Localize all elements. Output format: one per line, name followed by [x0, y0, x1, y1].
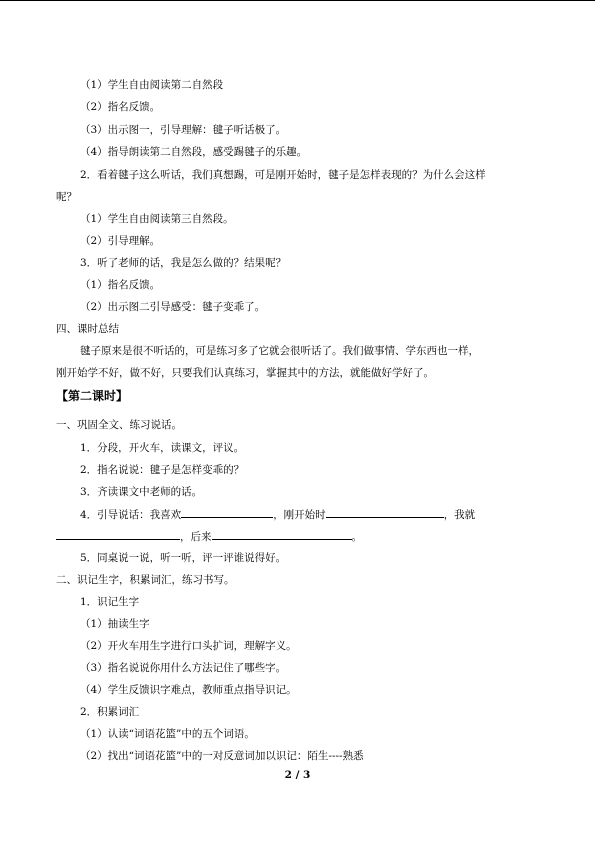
text-line: （4）指导朗读第二自然段，感受踢毽子的乐趣。	[80, 146, 308, 158]
text-line: （3）指名说说你用什么方法记住了哪些字。	[80, 662, 287, 674]
text-line: 刚开始学不好，做不好，只要我们认真练习，掌握其中的方法，就能做好学好了。	[56, 367, 434, 379]
text-line: 1．识记生字	[80, 596, 140, 608]
text-line: （1）指名反馈。	[80, 279, 161, 291]
page-top-rule	[0, 0, 595, 1]
section-heading: 二、识记生字，积累词汇，练习书写。	[56, 574, 235, 586]
text-line: （2）出示图二引导感受：毽子变乖了。	[80, 301, 266, 313]
text-line: 2．指名说说：毽子是怎样变乖的？	[80, 464, 245, 476]
text-segment: 。	[351, 531, 362, 543]
fill-in-line	[80, 507, 475, 522]
text-line: 3．听了老师的话，我是怎么做的？结果呢？	[80, 257, 287, 269]
text-line: 毽子原来是很不听话的，可是练习多了它就会很听话了。我们做事情、学东西也一样，	[80, 345, 479, 357]
text-line: （1）抽读生字	[80, 618, 150, 630]
lesson-heading: 【第二课时】	[56, 389, 129, 403]
text-line: （3）出示图一，引导理解：毽子听话极了。	[80, 124, 287, 136]
text-line: 1．分段，开火车，读课文，评议。	[80, 442, 245, 454]
text-line: 2．看着毽子这么听话，我们真想踢，可是刚开始时，毽子是怎样表现的？为什么会这样	[80, 169, 486, 181]
text-segment: ，我就	[443, 509, 476, 521]
text-line: 2．积累词汇	[80, 706, 140, 718]
text-segment: ，后来	[180, 531, 212, 543]
fill-in-line	[56, 529, 362, 544]
text-segment: 4．引导说话：我喜欢	[80, 509, 182, 521]
blank-underline	[326, 507, 444, 518]
section-heading: 一、巩固全文、练习说话。	[56, 419, 182, 431]
text-line: （1）学生自由阅读第二自然段	[80, 79, 224, 91]
text-line: （1）学生自由阅读第三自然段。	[80, 213, 234, 225]
blank-underline	[56, 529, 180, 540]
text-line: （2）引导理解。	[80, 235, 161, 247]
text-line: 5．同桌说一说，听一听，评一评谁说得好。	[80, 552, 287, 564]
text-line: （2）开火车用生字进行口头扩词，理解字义。	[80, 640, 297, 652]
page-number: 2 / 3	[284, 769, 311, 781]
blank-underline	[212, 529, 352, 540]
text-line: 呢？	[56, 191, 77, 203]
blank-underline	[181, 507, 273, 518]
text-segment: ，刚开始时	[273, 509, 326, 521]
text-line: （1）认读“词语花篮”中的五个词语。	[80, 728, 255, 740]
section-heading: 四、课时总结	[56, 323, 119, 335]
text-line: （2）指名反馈。	[80, 101, 161, 113]
text-line: 3．齐读课文中老师的话。	[80, 486, 203, 498]
text-line: （4）学生反馈识字难点，教师重点指导识记。	[80, 684, 297, 696]
text-line: （2）找出“词语花篮”中的一对反意词加以识记：陌生----熟悉	[80, 750, 364, 762]
